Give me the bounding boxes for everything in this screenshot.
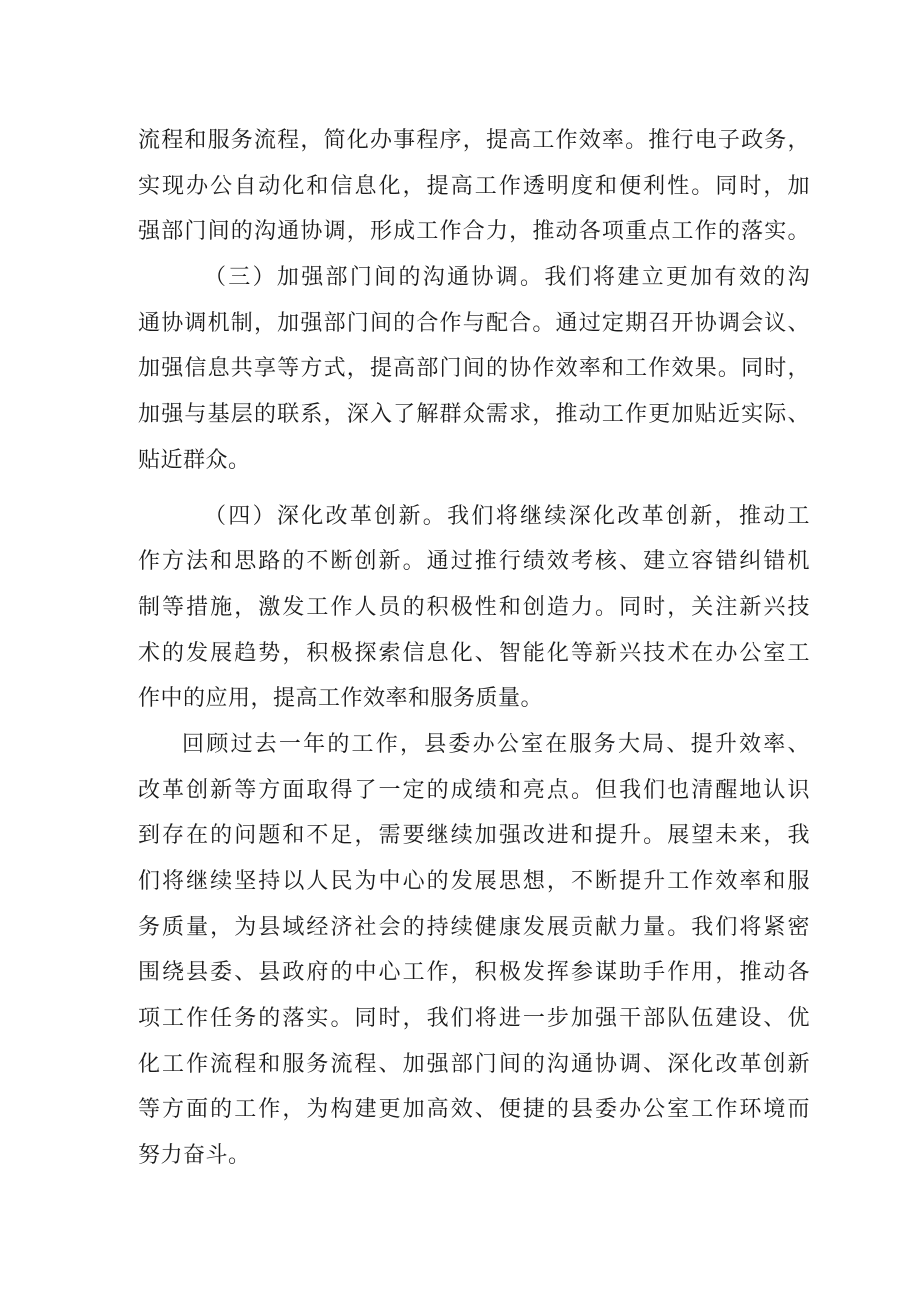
text-line: 努力奋斗。 xyxy=(138,1143,251,1169)
text-line: 制等措施，激发工作人员的积极性和创造力。同时，关注新兴技 xyxy=(138,594,810,620)
text-line: 们将继续坚持以人民为中心的发展思想，不断提升工作效率和服 xyxy=(138,869,810,894)
paragraph-continuation xyxy=(138,118,810,255)
text-line: 贴近群众。 xyxy=(138,447,251,473)
text-line: 改革创新等方面取得了一定的成绩和亮点。但我们也清醒地认识 xyxy=(138,777,810,803)
text-line: （三）加强部门间的沟通协调。我们将建立更加有效的沟 xyxy=(204,265,810,291)
paragraph-conclusion xyxy=(138,722,810,1179)
text-line: 术的发展趋势，积极探索信息化、智能化等新兴技术在办公室工 xyxy=(138,640,810,666)
text-line: 等方面的工作，为构建更加高效、便捷的县委办公室工作环境而 xyxy=(138,1097,810,1123)
text-line: 作方法和思路的不断创新。通过推行绩效考核、建立容错纠错机 xyxy=(138,549,810,575)
document-page xyxy=(138,118,810,1179)
text-line: 流程和服务流程，简化办事程序，提高工作效率。推行电子政务， xyxy=(138,128,810,153)
text-line: 项工作任务的落实。同时，我们将进一步加强干部队伍建设、优 xyxy=(138,1006,810,1032)
text-line: 围绕县委、县政府的中心工作，积极发挥参谋助手作用，推动各 xyxy=(138,960,810,986)
text-line: 强部门间的沟通协调，形成工作合力，推动各项重点工作的落实。 xyxy=(138,219,810,245)
text-line: 回顾过去一年的工作，县委办公室在服务大局、提升效率、 xyxy=(182,731,810,757)
paragraph-section-four xyxy=(138,494,810,722)
text-line: 加强与基层的联系，深入了解群众需求，推动工作更加贴近实际、 xyxy=(138,402,810,428)
text-line: 通协调机制，加强部门间的合作与配合。通过定期召开协调会议、 xyxy=(138,310,810,336)
text-line: 实现办公自动化和信息化，提高工作透明度和便利性。同时，加 xyxy=(138,173,810,199)
text-line: （四）深化改革创新。我们将继续深化改革创新，推动工 xyxy=(204,503,810,529)
paragraph-section-three xyxy=(138,255,810,483)
text-line: 加强信息共享等方式，提高部门间的协作效率和工作效果。同时， xyxy=(138,356,810,382)
text-line: 作中的应用，提高工作效率和服务质量。 xyxy=(138,686,544,712)
text-line: 务质量，为县域经济社会的持续健康发展贡献力量。我们将紧密 xyxy=(138,914,810,940)
text-line: 到存在的问题和不足，需要继续加强改进和提升。展望未来，我 xyxy=(138,823,810,849)
text-line: 化工作流程和服务流程、加强部门间的沟通协调、深化改革创新 xyxy=(138,1051,810,1077)
